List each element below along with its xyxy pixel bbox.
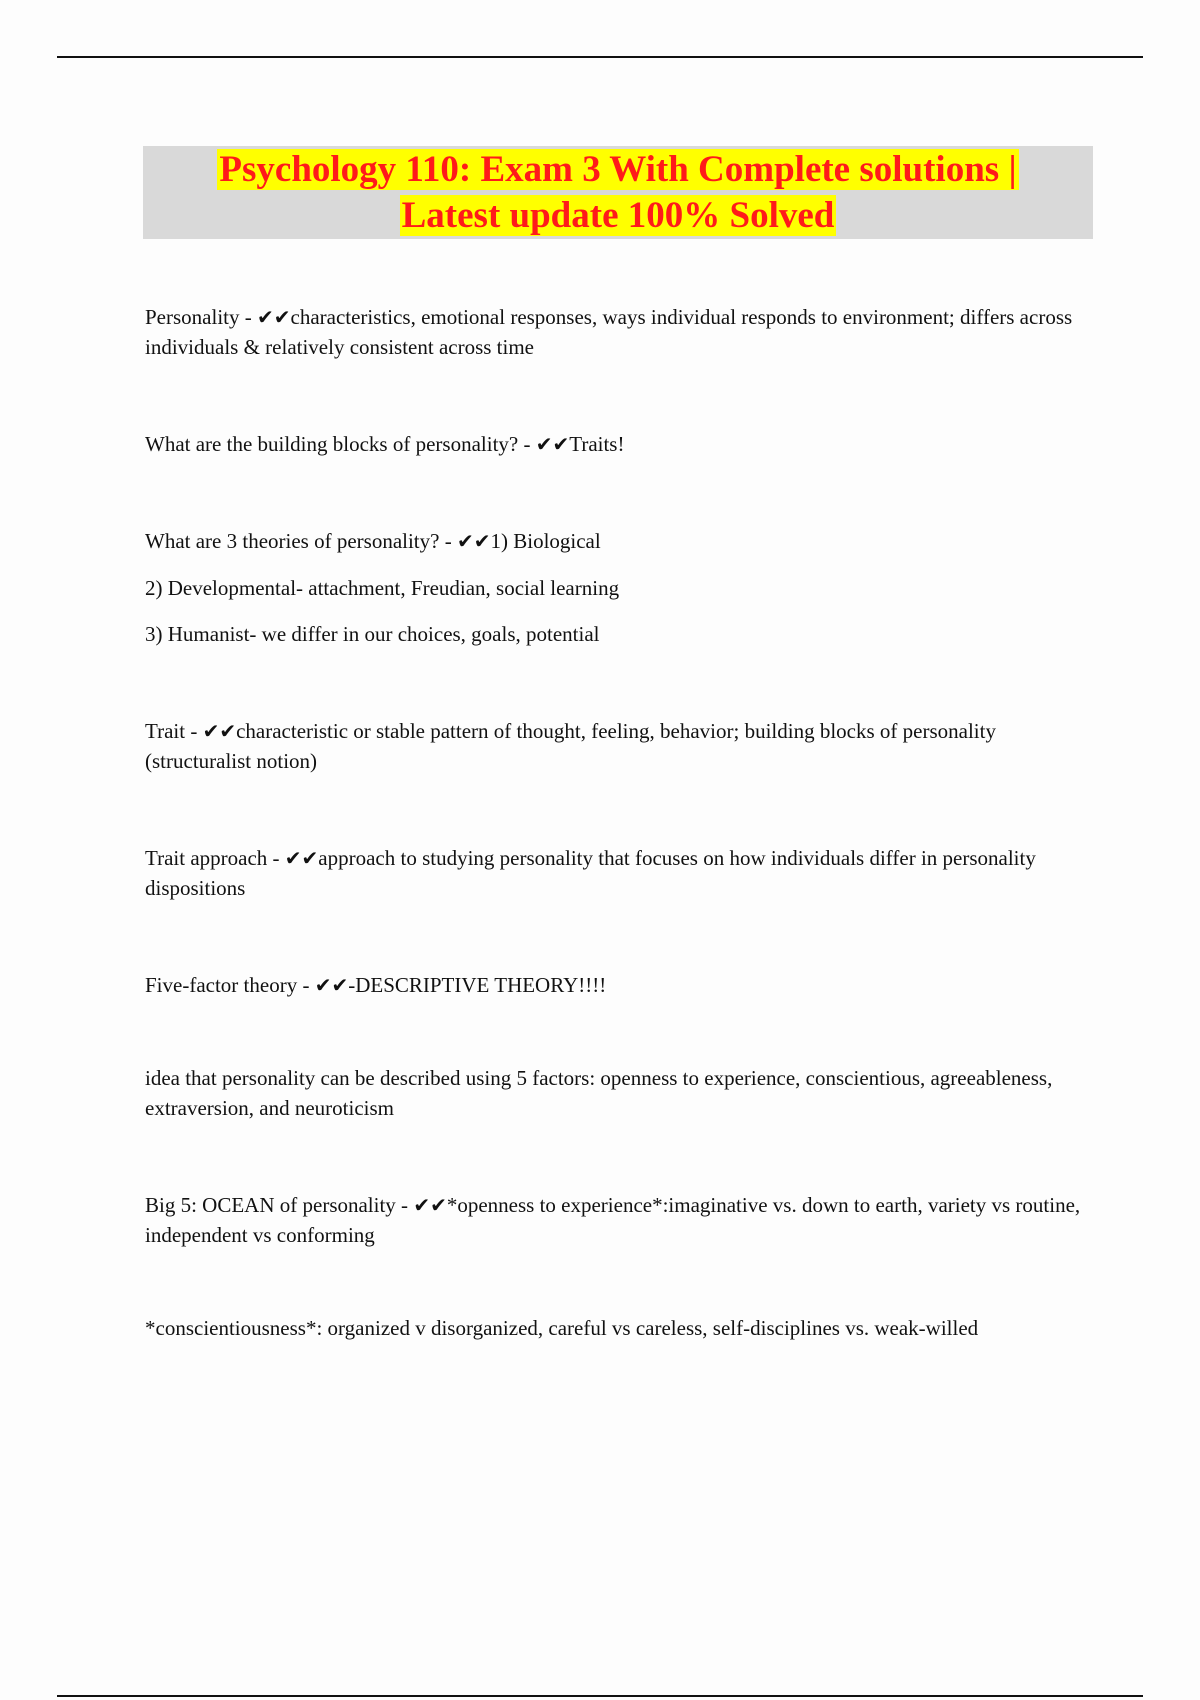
term: Trait approach - [145,846,285,870]
answer: 1) Biological [490,529,601,553]
term: Personality - [145,305,257,329]
answer: approach to studying personality that focuses on how individuals differ in personality dispositions [145,846,1036,900]
list-item: 2) Developmental- attachment, Freudian, social learning [145,576,620,600]
paragraph: idea that personality can be described using 5 factors: openness to experience, conscientious, agreeableness, extraversion, and neuroticism [145,1066,1053,1120]
answer: -DESCRIPTIVE THEORY!!!! [348,973,607,997]
double-check-icon: ✔✔ [535,432,570,456]
answer: *openness to experience*:imaginative vs. down to earth, variety vs routine, independent vs conforming [145,1193,1081,1247]
paragraph: *conscientiousness*: organized v disorganized, careful vs careless, self-disciplines vs. weak-willed [145,1316,979,1340]
double-check-icon: ✔✔ [314,973,349,997]
term: Big 5: OCEAN of personality - [145,1193,414,1217]
answer: characteristic or stable pattern of thought, feeling, behavior; building blocks of personality (structuralist notion) [145,719,996,773]
qa-trait [145,716,1090,776]
top-rule [57,56,1143,58]
double-check-icon: ✔✔ [413,1193,447,1217]
document-title [143,146,1093,239]
title-line-2: Latest update 100% Solved [401,195,835,236]
qa-theories [145,526,1090,556]
qa-big-five [145,1190,1090,1250]
bottom-rule [57,1695,1143,1697]
qa-five-factor [145,970,1090,1000]
qa-trait-approach [145,843,1090,903]
double-check-icon: ✔✔ [456,529,491,553]
double-check-icon: ✔✔ [284,846,319,870]
term: What are the building blocks of personality? - [145,432,536,456]
term: Five-factor theory - [145,973,315,997]
double-check-icon: ✔✔ [202,719,237,743]
title-line-1: Psychology 110: Exam 3 With Complete solutions | [219,149,1017,190]
double-check-icon: ✔✔ [256,305,291,329]
term: Trait - [145,719,203,743]
term: What are 3 theories of personality? - [145,529,457,553]
list-item: 3) Humanist- we differ in our choices, goals, potential [145,622,600,646]
qa-building-blocks [145,429,1090,459]
answer: characteristics, emotional responses, ways individual responds to environment; differs across individuals & relatively consistent across time [145,305,1073,359]
qa-personality [145,302,1090,362]
answer: Traits! [569,432,625,456]
